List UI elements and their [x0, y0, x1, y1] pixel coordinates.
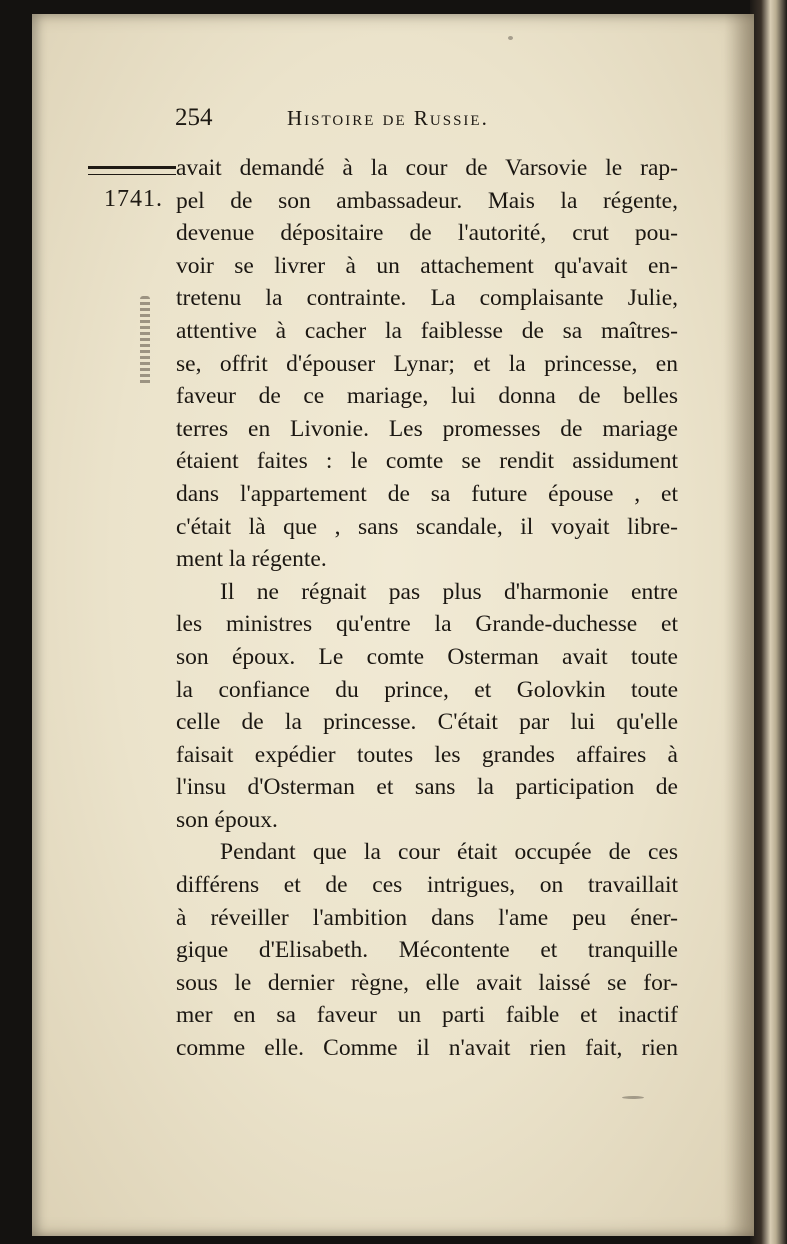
text-line: les ministres qu'entre la Grande-duchesse et — [176, 611, 678, 638]
text-line: son époux. — [176, 806, 278, 833]
text-line: sous le dernier règne, elle avait laissé se for- — [176, 969, 678, 996]
text-line: la confiance du prince, et Golovkin toute — [176, 676, 678, 703]
paper-speck — [622, 1096, 644, 1099]
body-text — [176, 152, 678, 1065]
text-line: faveur de ce mariage, lui donna de belles — [176, 383, 678, 410]
head-rule — [88, 166, 176, 175]
page-number: 254 — [175, 104, 213, 131]
text-line: attentive à cacher la faiblesse de sa maîtres- — [176, 317, 678, 344]
paragraph — [176, 576, 678, 837]
text-line: terres en Livonie. Les promesses de mariage — [176, 415, 678, 442]
text-line: dans l'appartement de sa future épouse , et — [176, 480, 678, 507]
text-line: avait demandé à la cour de Varsovie le rap- — [176, 155, 678, 181]
running-title: Histoire de Russie. — [287, 106, 489, 130]
book-edge — [750, 0, 787, 1244]
text-line: tretenu la contrainte. La complaisante Julie, — [176, 285, 678, 312]
text-line: différens et de ces intrigues, on travaillait — [176, 872, 678, 899]
margin-year: 1741. — [104, 186, 163, 212]
page-gutter-shadow — [724, 14, 754, 1236]
text-line: ment la régente. — [176, 546, 327, 573]
paragraph — [176, 836, 678, 1064]
text-line: à réveiller l'ambition dans l'ame peu éner- — [176, 904, 678, 931]
running-header — [175, 104, 585, 136]
text-line: comme elle. Comme il n'avait rien fait, rien — [176, 1035, 678, 1062]
paper-speck — [508, 36, 513, 40]
text-line: devenue dépositaire de l'autorité, crut pou- — [176, 220, 678, 247]
text-line: c'était là que , sans scandale, il voyait libre- — [176, 513, 678, 540]
text-line: étaient faites : le comte se rendit assidument — [176, 448, 678, 475]
text-line: pel de son ambassadeur. Mais la régente, — [176, 187, 678, 214]
text-line: celle de la princesse. C'était par lui qu'elle — [176, 709, 678, 736]
text-line: gique d'Elisabeth. Mécontente et tranquille — [176, 937, 678, 964]
text-line: voir se livrer à un attachement qu'avait en- — [176, 252, 678, 279]
text-line: mer en sa faveur un parti faible et inactif — [176, 1002, 678, 1029]
text-line: Pendant que la cour était occupée de ces — [220, 839, 678, 866]
ink-bleed-mark — [140, 296, 150, 386]
text-line: Il ne régnait pas plus d'harmonie entre — [220, 578, 678, 605]
text-line: son époux. Le comte Osterman avait toute — [176, 643, 678, 670]
text-line: se, offrit d'épouser Lynar; et la princesse, en — [176, 350, 678, 377]
text-line: faisait expédier toutes les grandes affaires à — [176, 741, 678, 768]
paragraph — [176, 152, 678, 576]
text-line: l'insu d'Osterman et sans la participation de — [176, 774, 678, 801]
